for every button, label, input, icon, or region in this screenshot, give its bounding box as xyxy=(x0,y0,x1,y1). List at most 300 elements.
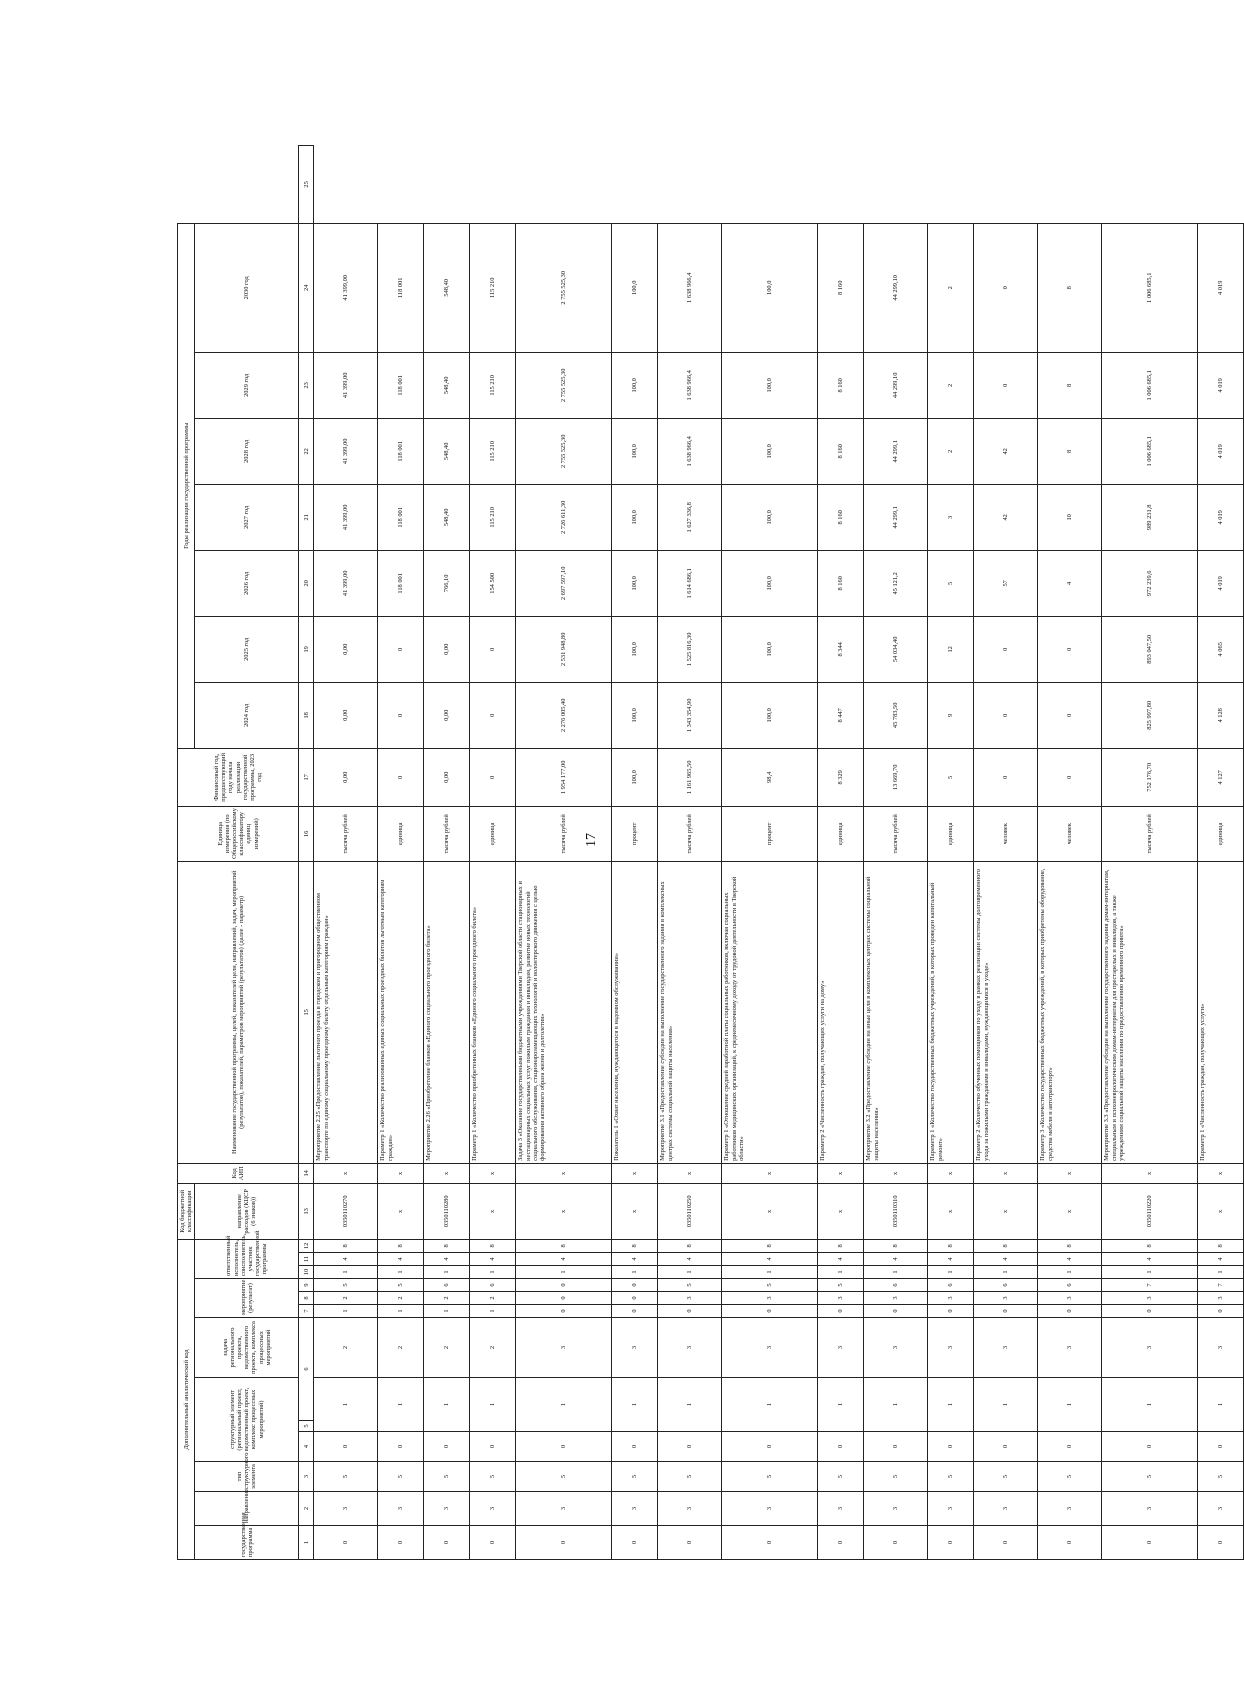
code-cell: 0 xyxy=(974,1432,1038,1462)
code-cell: 0 xyxy=(1038,1526,1102,1560)
year-value: 1 638 966,4 xyxy=(658,418,722,484)
code-cell: 5 xyxy=(612,1462,658,1492)
code-cell: 5 xyxy=(658,1279,722,1292)
year-value: 115 210 xyxy=(470,484,516,550)
table-row xyxy=(1038,146,1102,1560)
aip-cell: x xyxy=(1102,1163,1198,1183)
code-cell: 2 xyxy=(314,1318,378,1378)
code-cell: 0 xyxy=(864,1305,928,1318)
year-value: 100,0 xyxy=(612,616,658,682)
code-cell: 1 xyxy=(864,1378,928,1432)
code-cell: 8 xyxy=(864,1239,928,1252)
code-cell: 6 xyxy=(424,1279,470,1292)
year-value: 2 697 597,10 xyxy=(516,550,612,616)
year-value: 2 xyxy=(928,352,974,418)
header-resp: ответственный исполнитель, соисполнитель, участник государственной программы xyxy=(195,1239,299,1278)
unit-cell: тысяча рублей xyxy=(314,806,378,861)
code-cell: 3 xyxy=(314,1492,378,1526)
code-cell: 3 xyxy=(928,1292,974,1305)
year-value: 42 xyxy=(974,418,1038,484)
code-cell: 3 xyxy=(612,1318,658,1378)
code-cell: 1 xyxy=(1198,1266,1244,1279)
year-value: 115 210 xyxy=(470,352,516,418)
code-cell: 5 xyxy=(378,1279,424,1292)
year-value: 548,40 xyxy=(424,418,470,484)
year-value: 41 399,00 xyxy=(314,352,378,418)
row-name: Мероприятие 2.26 «Приобретение бланков «Единого социального проездного билета» xyxy=(424,861,470,1163)
code-cell: 0 xyxy=(314,1432,378,1462)
column-number: 9 xyxy=(299,1279,314,1292)
code-cell: 5 xyxy=(314,1279,378,1292)
year-value: 1 638 966,4 xyxy=(658,223,722,352)
year-value: 8 xyxy=(1038,418,1102,484)
kcsr-cell: 0350110280 xyxy=(424,1183,470,1239)
year-value: 5 xyxy=(928,550,974,616)
code-cell: 0 xyxy=(470,1432,516,1462)
code-cell: 1 xyxy=(818,1266,864,1279)
year-value: 9 xyxy=(928,682,974,748)
column-number: 19 xyxy=(299,616,314,682)
code-cell: 4 xyxy=(314,1253,378,1266)
code-cell: 0 xyxy=(516,1432,612,1462)
code-cell: 4 xyxy=(612,1253,658,1266)
code-cell: 3 xyxy=(1198,1492,1244,1526)
year-value: 100,0 xyxy=(722,550,818,616)
code-cell: 1 xyxy=(658,1378,722,1432)
year-value: 41 399,00 xyxy=(314,223,378,352)
code-cell: 1 xyxy=(378,1266,424,1279)
code-cell: 0 xyxy=(1102,1526,1198,1560)
rotated-table-container xyxy=(177,145,1225,1560)
code-cell: 5 xyxy=(974,1462,1038,1492)
header-kod-aip: Код АИП xyxy=(178,1163,299,1183)
code-cell: 3 xyxy=(658,1292,722,1305)
code-cell: 0 xyxy=(516,1526,612,1560)
code-cell: 1 xyxy=(314,1305,378,1318)
code-cell: 1 xyxy=(314,1266,378,1279)
column-number: 8 xyxy=(299,1292,314,1305)
header-unit: Единица измерения (по Общероссийскому классификатору единиц измерений) xyxy=(178,806,299,861)
aip-cell: x xyxy=(378,1163,424,1183)
code-cell: 4 xyxy=(516,1253,612,1266)
code-cell: 3 xyxy=(722,1292,818,1305)
code-cell: 4 xyxy=(658,1253,722,1266)
column-number: 13 xyxy=(299,1183,314,1239)
code-cell: 5 xyxy=(1198,1462,1244,1492)
header-year: 2024 год xyxy=(195,682,299,748)
column-number: 25 xyxy=(299,146,314,224)
year-value: 825 997,80 xyxy=(1102,682,1198,748)
code-cell: 3 xyxy=(1102,1492,1198,1526)
header-struct: структурный элемент (региональный проект, ведомственный проект, комплекс процессных мероприятий) xyxy=(195,1378,299,1462)
row-name: Мероприятие 3.2 «Предоставление субсидии на иные цели в комплексных центрах системы социальной защиты населения» xyxy=(864,861,928,1163)
code-cell: 8 xyxy=(818,1239,864,1252)
year-value: 100,0 xyxy=(612,352,658,418)
base-year-value: 0 xyxy=(470,748,516,806)
year-value: 0,00 xyxy=(424,616,470,682)
code-cell: 0 xyxy=(818,1432,864,1462)
base-year-value: 752 176,70 xyxy=(1102,748,1198,806)
code-cell: 3 xyxy=(1198,1318,1244,1378)
code-cell: 1 xyxy=(470,1305,516,1318)
table-row xyxy=(378,146,424,1560)
code-cell: 1 xyxy=(928,1378,974,1432)
year-value: 10 xyxy=(1038,484,1102,550)
header-event: мероприятие (результат) xyxy=(195,1279,299,1318)
year-value: 8 160 xyxy=(818,352,864,418)
year-value: 8 xyxy=(1038,223,1102,352)
code-cell: 0 xyxy=(1198,1305,1244,1318)
kcsr-cell: x xyxy=(516,1183,612,1239)
year-value: 1 006 685,1 xyxy=(1102,418,1198,484)
year-value: 54 034,40 xyxy=(864,616,928,682)
column-number: 5 xyxy=(299,1421,314,1432)
aip-cell: x xyxy=(658,1163,722,1183)
code-cell: 8 xyxy=(516,1239,612,1252)
header-years-group: Годы реализации государственной программы xyxy=(178,223,195,748)
year-value: 0,00 xyxy=(314,682,378,748)
code-cell: 5 xyxy=(470,1462,516,1492)
code-cell: 3 xyxy=(818,1492,864,1526)
code-cell: 3 xyxy=(470,1492,516,1526)
table-row xyxy=(928,146,974,1560)
base-year-value: 0,00 xyxy=(314,748,378,806)
code-cell: 1 xyxy=(722,1378,818,1432)
code-cell: 1 xyxy=(378,1305,424,1318)
year-value: 41 399,00 xyxy=(314,418,378,484)
code-cell: 8 xyxy=(928,1239,974,1252)
table-row xyxy=(1198,146,1244,1560)
year-value: 4 128 xyxy=(1198,682,1244,748)
code-cell: 0 xyxy=(612,1305,658,1318)
year-value: 893 047,50 xyxy=(1102,616,1198,682)
code-cell: 1 xyxy=(516,1378,612,1432)
code-cell: 0 xyxy=(1102,1305,1198,1318)
year-value: 2 276 005,40 xyxy=(516,682,612,748)
code-cell: 8 xyxy=(974,1239,1038,1252)
code-cell: 8 xyxy=(1038,1239,1102,1252)
unit-cell: единица xyxy=(378,806,424,861)
table-row xyxy=(516,146,612,1560)
code-cell: 8 xyxy=(658,1239,722,1252)
aip-cell: x xyxy=(722,1163,818,1183)
code-cell: 3 xyxy=(1102,1292,1198,1305)
code-cell: 1 xyxy=(818,1378,864,1432)
year-value: 2 755 525,30 xyxy=(516,418,612,484)
code-cell: 0 xyxy=(1038,1305,1102,1318)
code-cell: 0 xyxy=(928,1526,974,1560)
unit-cell: единица xyxy=(1198,806,1244,861)
row-name: Параметр 2 «Количество обученных помощников по уходу в рамках реализации системы долговременного ухода за пожилыми гражданами и инвалидами, нуждающимися в уходе» xyxy=(974,861,1038,1163)
year-value: 0 xyxy=(974,352,1038,418)
year-value: 2 726 611,30 xyxy=(516,484,612,550)
unit-cell: процент xyxy=(612,806,658,861)
year-value: 41 399,00 xyxy=(314,550,378,616)
code-cell: 0 xyxy=(612,1526,658,1560)
code-cell: 1 xyxy=(1102,1378,1198,1432)
row-name: Задача 3 «Оказание государственными бюджетными учреждениями Тверской области стационарных и нестационарных социальных услуг пожилым гражданам и инвалидам, развитие новых технологий социального обслуживания, стационарозамещающих технологий и волонтерского движения с целью формирования активного образа жизни и долголетия» xyxy=(516,861,612,1163)
code-cell: 4 xyxy=(470,1253,516,1266)
kcsr-cell: x xyxy=(1198,1183,1244,1239)
code-cell: 3 xyxy=(1038,1318,1102,1378)
year-value: 115 210 xyxy=(470,418,516,484)
code-cell: 0 xyxy=(1198,1526,1244,1560)
header-name: Наименование государственной программы, целей, показателей цели, направлений, задач, мероприятий (результатов), показателей, параметров мероприятий (результатов) (далее - параметр) xyxy=(178,861,299,1163)
code-cell: 5 xyxy=(378,1462,424,1492)
base-year-value: 1 954 177,00 xyxy=(516,748,612,806)
row-name: Мероприятие 3.1 «Предоставление субсидии на выполнение государственного задания в комплексных центрах системы социальной защиты населения» xyxy=(658,861,722,1163)
year-value: 0 xyxy=(470,616,516,682)
code-cell: 1 xyxy=(612,1266,658,1279)
code-cell: 2 xyxy=(314,1292,378,1305)
year-value: 4 019 xyxy=(1198,352,1244,418)
header-year: 2030 год xyxy=(195,223,299,352)
row-name: Параметр 1 «Количество реализованных единых социальных проездных билетов льготным категориям граждан» xyxy=(378,861,424,1163)
base-year-value: 0 xyxy=(974,748,1038,806)
unit-cell: тысяча рублей xyxy=(516,806,612,861)
year-value: 4 019 xyxy=(1198,550,1244,616)
code-cell: 8 xyxy=(378,1239,424,1252)
program-table xyxy=(177,145,1244,1560)
code-cell: 4 xyxy=(1198,1253,1244,1266)
header-kbk: Код бюджетной классификации xyxy=(178,1183,195,1239)
column-number: 14 xyxy=(299,1163,314,1183)
code-cell: 0 xyxy=(928,1432,974,1462)
column-number: 4 xyxy=(299,1432,314,1462)
code-cell: 0 xyxy=(864,1432,928,1462)
year-value: 0 xyxy=(378,682,424,748)
year-value: 1 343 354,90 xyxy=(658,682,722,748)
base-year-value: 0 xyxy=(1038,748,1102,806)
year-value: 0,00 xyxy=(314,616,378,682)
code-cell: 0 xyxy=(1198,1432,1244,1462)
kcsr-cell: x xyxy=(928,1183,974,1239)
column-number: 22 xyxy=(299,418,314,484)
column-number: 10 xyxy=(299,1266,314,1279)
year-value: 1 638 966,4 xyxy=(658,352,722,418)
code-cell: 8 xyxy=(470,1239,516,1252)
year-value: 2 755 525,30 xyxy=(516,352,612,418)
unit-cell: тысяча рублей xyxy=(424,806,470,861)
code-cell: 0 xyxy=(378,1526,424,1560)
year-value: 0 xyxy=(470,682,516,748)
year-value: 57 xyxy=(974,550,1038,616)
base-year-value: 0 xyxy=(378,748,424,806)
code-cell: 3 xyxy=(1038,1492,1102,1526)
code-cell: 0 xyxy=(722,1305,818,1318)
code-cell: 0 xyxy=(658,1526,722,1560)
unit-cell: процент xyxy=(722,806,818,861)
year-value: 2 xyxy=(928,223,974,352)
code-cell: 8 xyxy=(1102,1239,1198,1252)
kcsr-cell: x xyxy=(1038,1183,1102,1239)
year-value: 0,00 xyxy=(424,682,470,748)
column-number: 1 xyxy=(299,1526,314,1560)
code-cell: 0 xyxy=(818,1305,864,1318)
column-number: 6 xyxy=(299,1318,314,1421)
code-cell: 0 xyxy=(612,1292,658,1305)
base-year-value: 13 669,70 xyxy=(864,748,928,806)
header-gp: государственная программа xyxy=(195,1526,299,1560)
code-cell: 1 xyxy=(722,1266,818,1279)
code-cell: 0 xyxy=(974,1305,1038,1318)
code-cell: 5 xyxy=(722,1462,818,1492)
aip-cell: x xyxy=(1038,1163,1102,1183)
code-cell: 3 xyxy=(928,1492,974,1526)
column-number: 12 xyxy=(299,1239,314,1252)
year-value: 0 xyxy=(1038,682,1102,748)
kcsr-cell: 0350110250 xyxy=(658,1183,722,1239)
code-cell: 3 xyxy=(516,1318,612,1378)
column-number: 11 xyxy=(299,1253,314,1266)
code-cell: 7 xyxy=(1102,1279,1198,1292)
code-cell: 1 xyxy=(470,1266,516,1279)
code-cell: 0 xyxy=(818,1526,864,1560)
code-cell: 2 xyxy=(424,1292,470,1305)
year-value: 766,10 xyxy=(424,550,470,616)
code-cell: 3 xyxy=(1038,1292,1102,1305)
code-cell: 4 xyxy=(424,1253,470,1266)
code-cell: 1 xyxy=(1198,1378,1244,1432)
year-value: 100,0 xyxy=(612,550,658,616)
year-value: 2 xyxy=(928,418,974,484)
column-number: 16 xyxy=(299,806,314,861)
year-value: 44 299,10 xyxy=(864,352,928,418)
code-cell: 2 xyxy=(424,1318,470,1378)
code-cell: 3 xyxy=(612,1492,658,1526)
column-number: 17 xyxy=(299,748,314,806)
kcsr-cell: x xyxy=(378,1183,424,1239)
row-name: Параметр 3 «Количество государственных бюджетных учреждений, в которых приобретены оборудование, средства мебели и автотранспорт» xyxy=(1038,861,1102,1163)
code-cell: 0 xyxy=(378,1432,424,1462)
year-value: 44 299,1 xyxy=(864,418,928,484)
year-value: 100,0 xyxy=(722,352,818,418)
code-cell: 3 xyxy=(928,1318,974,1378)
year-value: 548,40 xyxy=(424,484,470,550)
code-cell: 8 xyxy=(1198,1239,1244,1252)
kcsr-cell: x xyxy=(818,1183,864,1239)
header-year: 2028 год xyxy=(195,418,299,484)
code-cell: 2 xyxy=(470,1292,516,1305)
year-value: 8 160 xyxy=(818,484,864,550)
code-cell: 0 xyxy=(424,1526,470,1560)
row-name: Параметр 1 «Отношение средней заработной платы социальных работников, включая социальных работников медицинских организаций, к среднемесячному доходу от трудовой деятельности в Тверской области» xyxy=(722,861,818,1163)
code-cell: 0 xyxy=(424,1432,470,1462)
aip-cell: x xyxy=(974,1163,1038,1183)
column-number: 23 xyxy=(299,352,314,418)
code-cell: 0 xyxy=(516,1292,612,1305)
code-cell: 1 xyxy=(424,1266,470,1279)
year-value: 100,0 xyxy=(722,616,818,682)
code-cell: 4 xyxy=(974,1253,1038,1266)
code-cell: 1 xyxy=(1102,1266,1198,1279)
unit-cell: тысяча рублей xyxy=(658,806,722,861)
code-cell: 6 xyxy=(470,1279,516,1292)
code-cell: 5 xyxy=(516,1462,612,1492)
year-value: 4 019 xyxy=(1198,484,1244,550)
column-number: 18 xyxy=(299,682,314,748)
code-cell: 3 xyxy=(974,1492,1038,1526)
kcsr-cell: 0350110220 xyxy=(1102,1183,1198,1239)
aip-cell: x xyxy=(928,1163,974,1183)
year-value: 100,0 xyxy=(612,223,658,352)
code-cell: 6 xyxy=(974,1279,1038,1292)
year-value: 41 399,00 xyxy=(314,484,378,550)
year-value: 8 447 xyxy=(818,682,864,748)
aip-cell: x xyxy=(1198,1163,1244,1183)
table-row xyxy=(974,146,1038,1560)
column-number: 3 xyxy=(299,1462,314,1492)
code-cell: 7 xyxy=(1198,1279,1244,1292)
column-number: 21 xyxy=(299,484,314,550)
year-value: 548,40 xyxy=(424,352,470,418)
code-cell: 1 xyxy=(1038,1378,1102,1432)
code-cell: 4 xyxy=(722,1253,818,1266)
year-value: 0 xyxy=(378,616,424,682)
column-number: 20 xyxy=(299,550,314,616)
header-year: 2029 год xyxy=(195,352,299,418)
header-task: задача регионального проекта, ведомственного проекта, комплекса процессных мероприятий xyxy=(195,1318,299,1378)
year-value: 4 019 xyxy=(1198,223,1244,352)
code-cell: 1 xyxy=(424,1378,470,1432)
code-cell: 3 xyxy=(722,1318,818,1378)
code-cell: 3 xyxy=(1102,1318,1198,1378)
code-cell: 0 xyxy=(722,1432,818,1462)
year-value: 1 006 685,1 xyxy=(1102,223,1198,352)
code-cell: 1 xyxy=(470,1378,516,1432)
table-row xyxy=(864,146,928,1560)
year-value: 0 xyxy=(1038,616,1102,682)
aip-cell: x xyxy=(470,1163,516,1183)
code-cell: 3 xyxy=(424,1492,470,1526)
year-value: 4 019 xyxy=(1198,418,1244,484)
table-row xyxy=(722,146,818,1560)
row-name: Параметр 1 «Численность граждан, получающих услуги» xyxy=(1198,861,1244,1163)
code-cell: 3 xyxy=(658,1492,722,1526)
kcsr-cell: x xyxy=(974,1183,1038,1239)
unit-cell: единица xyxy=(928,806,974,861)
base-year-value: 0,00 xyxy=(424,748,470,806)
base-year-value: 4 127 xyxy=(1198,748,1244,806)
unit-cell: единица xyxy=(818,806,864,861)
year-value: 2 755 525,30 xyxy=(516,223,612,352)
code-cell: 0 xyxy=(516,1279,612,1292)
aip-cell: x xyxy=(612,1163,658,1183)
code-cell: 0 xyxy=(612,1432,658,1462)
code-cell: 3 xyxy=(516,1492,612,1526)
code-cell: 1 xyxy=(974,1266,1038,1279)
year-value: 154 500 xyxy=(470,550,516,616)
code-cell: 0 xyxy=(974,1526,1038,1560)
code-cell: 0 xyxy=(314,1526,378,1560)
code-cell: 6 xyxy=(928,1279,974,1292)
year-value: 100,0 xyxy=(722,484,818,550)
row-name: Параметр 1 «Количество приобретенных бланков «Единого социального проездного билета» xyxy=(470,861,516,1163)
row-name: Мероприятие 3.3 «Предоставление субсидии на выполнение государственного задания домам-интернатам, специальным и психоневрологическим домам-интернатам для престарелых и инвалидов, а также учреждениям социальной защиты населения по предоставлению временного приюта» xyxy=(1102,861,1198,1163)
code-cell: 5 xyxy=(424,1462,470,1492)
unit-cell: тысяча рублей xyxy=(1102,806,1198,861)
code-cell: 4 xyxy=(378,1253,424,1266)
code-cell: 3 xyxy=(1198,1292,1244,1305)
aip-cell: x xyxy=(314,1163,378,1183)
code-cell: 1 xyxy=(314,1378,378,1432)
column-number: 15 xyxy=(299,861,314,1163)
year-value: 548,40 xyxy=(424,223,470,352)
code-cell: 3 xyxy=(864,1492,928,1526)
year-value: 8 160 xyxy=(818,418,864,484)
year-value: 118 001 xyxy=(378,550,424,616)
kcsr-cell: x xyxy=(470,1183,516,1239)
